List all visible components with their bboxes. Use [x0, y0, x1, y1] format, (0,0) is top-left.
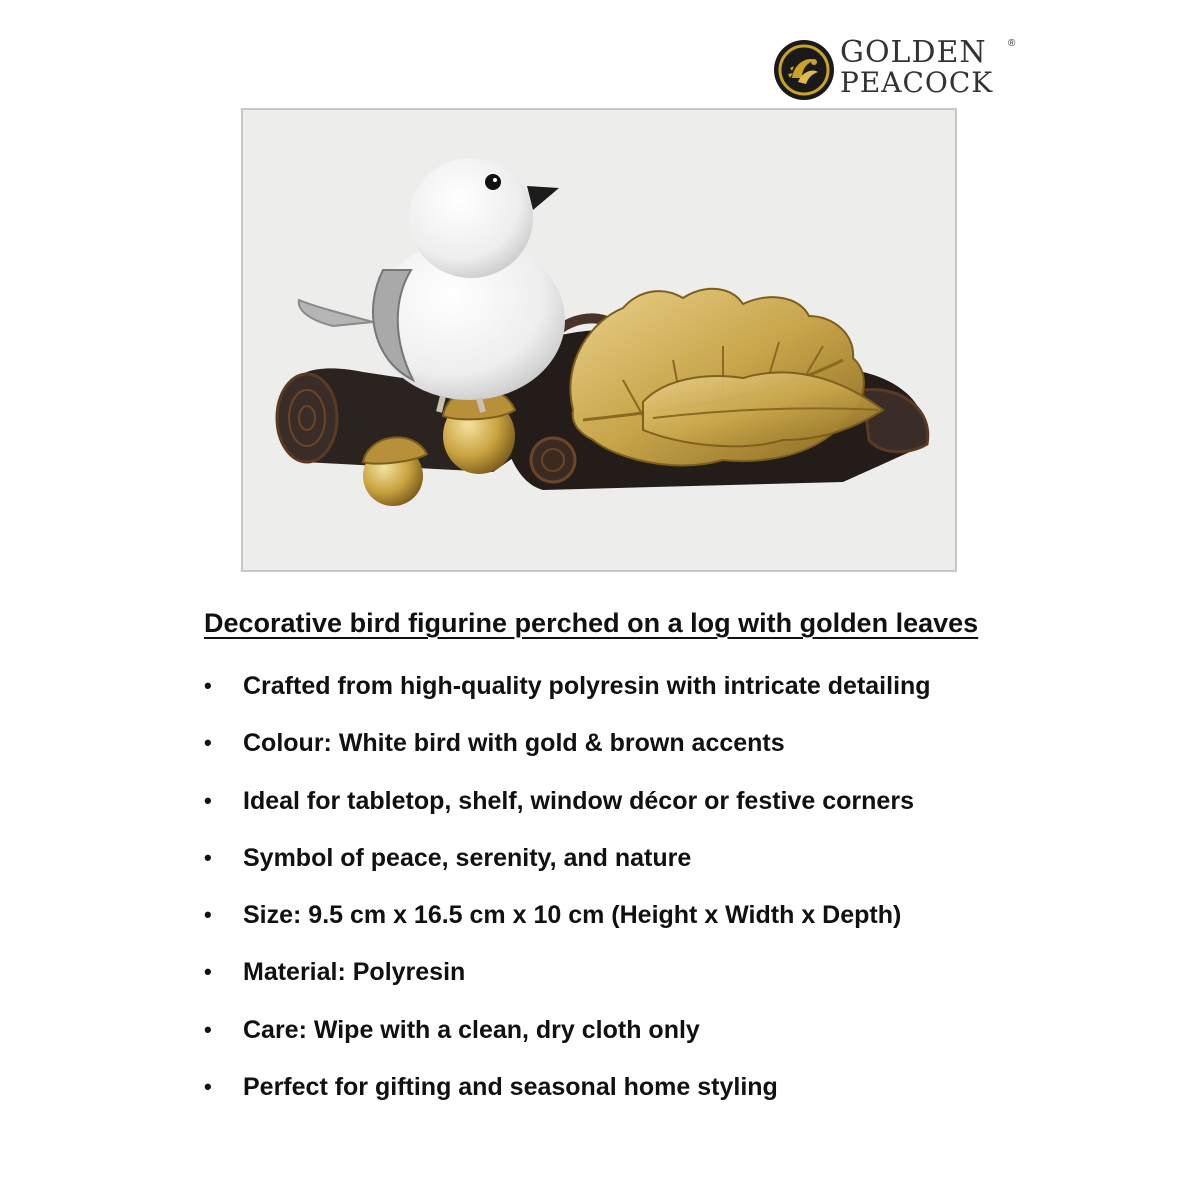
product-photo-frame — [241, 108, 957, 572]
feature-material-detail: Crafted from high-quality polyresin with intricate detailing — [243, 672, 931, 700]
product-headline: Decorative bird figurine perched on a log with golden leaves — [204, 608, 979, 638]
bullet-icon: • — [204, 787, 212, 813]
peacock-emblem-icon — [772, 38, 836, 102]
bullet-icon: • — [204, 730, 212, 756]
feature-usage: Ideal for tabletop, shelf, window décor or festive corners — [243, 786, 914, 815]
brand-wordmark — [840, 35, 994, 99]
bullet-icon: • — [204, 959, 212, 985]
bullet-icon: • — [204, 673, 212, 698]
bird-figurine-photo — [243, 110, 955, 570]
feature-care: Care: Wipe with a clean, dry cloth only — [243, 1015, 700, 1044]
brand-name-line2: PEACOCK — [840, 66, 994, 99]
brand-logo — [772, 36, 1022, 104]
bullet-icon: • — [204, 1074, 212, 1100]
bullet-icon: • — [204, 844, 212, 870]
feature-size: Size: 9.5 cm x 16.5 cm x 10 cm (Height x Width x Depth) — [243, 901, 902, 930]
feature-material: Material: Polyresin — [243, 958, 466, 987]
bullet-icon: • — [204, 1016, 212, 1042]
feature-gifting: Perfect for gifting and seasonal home styling — [243, 1073, 778, 1102]
feature-colour: Colour: White bird with gold & brown accents — [243, 729, 785, 758]
bullet-icon: • — [204, 902, 212, 928]
feature-symbolism: Symbol of peace, serenity, and nature — [243, 843, 692, 872]
registered-mark: ® — [1008, 38, 1016, 49]
brand-name-line1: GOLDEN — [840, 35, 987, 70]
